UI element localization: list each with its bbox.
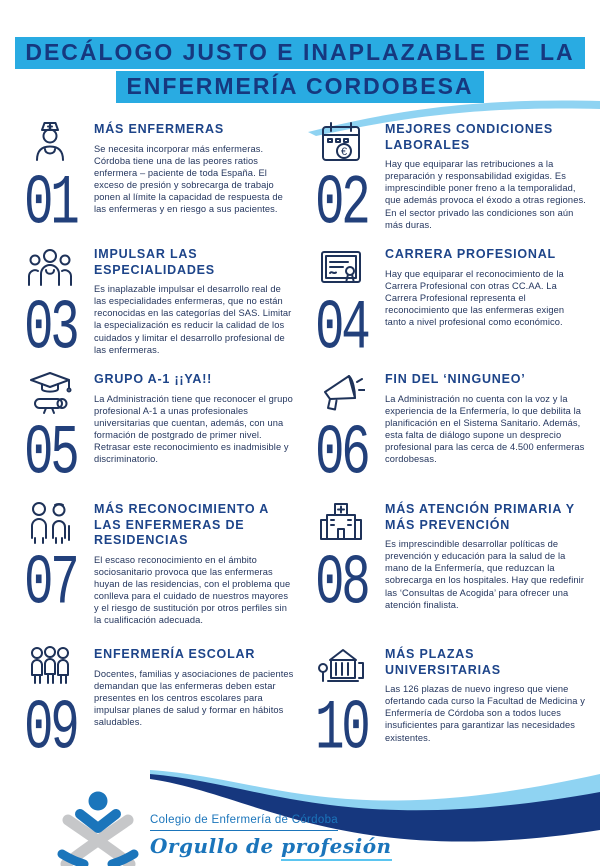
item-description: Docentes, familias y asociaciones de pacientes demandan que las enfermeras deben estar presentes en los centros escolares para impulsar planes de salud y formar en hábitos saludables. bbox=[94, 668, 294, 727]
decalogue-item-10 bbox=[315, 643, 600, 775]
tagline bbox=[150, 834, 392, 858]
decalogue-item-8 bbox=[315, 498, 600, 643]
health-center-icon bbox=[317, 498, 365, 546]
item-description: La Administración tiene que reconocer el grupo profesional A-1 a unas profesionales universitarias que cuentan, además, con una formación de postgrado de primer nivel. Retrasar este reconocimiento es inadmisible y discriminatorio. bbox=[94, 393, 293, 465]
item-number: 10 bbox=[315, 689, 368, 771]
certificate-icon bbox=[317, 243, 365, 291]
nurse-icon bbox=[26, 118, 74, 166]
header-line-1: DECÁLOGO JUSTO E INAPLAZABLE DE LA bbox=[15, 37, 584, 69]
elderly-couple-icon bbox=[26, 498, 74, 546]
item-description: Las 126 plazas de nuevo ingreso que viene ofertando cada curso la Facultad de Medicina y Enfermería de Córdoba son a todos luces insuficientes para garantizar las necesidades existentes. bbox=[385, 684, 585, 743]
item-title: ENFERMERÍA ESCOLAR bbox=[94, 647, 256, 661]
colegio-enfermeria-logo bbox=[52, 790, 144, 866]
item-number: 01 bbox=[24, 164, 77, 246]
item-description: La Administración no cuenta con la voz y la experiencia de la Enfermería, lo que debilita la planificación en el Sistema Sanitario. Además, esta falta de diálogo supone un desprecio profesional para las cerca de 4.500 enfermeras cordobesas. bbox=[385, 393, 585, 465]
item-title: FIN DEL ‘NINGUNEO’ bbox=[385, 372, 526, 386]
calendar-money-icon bbox=[317, 118, 365, 166]
item-number: 03 bbox=[24, 289, 77, 371]
item-number: 02 bbox=[315, 164, 368, 246]
org-name: Colegio de Enfermería de Córdoba bbox=[150, 814, 338, 831]
item-number: 08 bbox=[315, 544, 368, 626]
decalogue-item-4 bbox=[315, 243, 600, 371]
decalogue-item-6 bbox=[315, 368, 600, 498]
school-kids-icon bbox=[26, 643, 74, 691]
item-description: Hay que equiparar las retribuciones a la preparación y responsabilidad exigidas. Es imprescindible poner freno a la temporalidad, que además provoca el éxodo a otras regiones. En el sector privado las condiciones son aún más duras. bbox=[385, 159, 586, 230]
item-description: Es inaplazable impulsar el desarrollo real de las especialidades enfermeras, que no están reconocidas en las categorías del SAS. Limitar la especialización es reducir la calidad de los cuidados y limitar el desarrollo profesional de las enfermeras. bbox=[94, 284, 292, 355]
poster-header bbox=[0, 36, 600, 104]
decalogue-grid bbox=[24, 118, 600, 775]
item-description: Es imprescindible desarrollar políticas de prevención y educación para la salud de la mano de la Enfermería, que reduzcan la sobrecarga en los hospitales. Hay que redefinir las ‘Consultas de Acogida’ para ofrecer una atención finalista. bbox=[385, 539, 585, 610]
medical-team-icon bbox=[26, 243, 74, 291]
tagline-emphasis: profesión bbox=[281, 834, 391, 861]
item-number: 06 bbox=[315, 414, 368, 496]
decalogue-item-7 bbox=[24, 498, 309, 643]
footer bbox=[0, 788, 600, 866]
graduation-icon bbox=[26, 368, 74, 416]
svg-text:€: € bbox=[340, 146, 348, 158]
item-number: 05 bbox=[24, 414, 77, 496]
item-description: Se necesita incorporar más enfermeras. Córdoba tiene una de las peores ratios enfermera – paciente de toda España. El exceso de presión y sobrecarga de trabajo ponen al límite la capacidad de respuesta de las enfermeras y en riesgo a sus pacientes. bbox=[94, 143, 283, 215]
header-line-2: ENFERMERÍA CORDOBESA bbox=[116, 71, 483, 103]
item-title: IMPULSAR LAS ESPECIALIDADES bbox=[94, 247, 215, 277]
decalogue-item-3 bbox=[24, 243, 309, 371]
item-description: El escaso reconocimiento en el ámbito sociosanitario provoca que las enfermeras huyan de las residencias, con el problema que conlleva para el cuidado de nuestros mayores y el riesgo de sustitución por otros perfiles sin la cualificación adecuada. bbox=[94, 554, 291, 626]
item-title: MÁS PLAZAS UNIVERSITARIAS bbox=[385, 647, 501, 677]
decalogue-item-5 bbox=[24, 368, 309, 498]
decalogue-item-9 bbox=[24, 643, 309, 775]
item-title: GRUPO A-1 ¡¡YA!! bbox=[94, 372, 213, 386]
item-number: 07 bbox=[24, 544, 77, 626]
item-title: CARRERA PROFESIONAL bbox=[385, 247, 556, 261]
megaphone-icon bbox=[317, 368, 365, 416]
item-title: MEJORES CONDICIONES LABORALES bbox=[385, 122, 554, 152]
item-title: MÁS ENFERMERAS bbox=[94, 122, 224, 136]
item-title: MÁS ATENCIÓN PRIMARIA Y MÁS PREVENCIÓN bbox=[385, 502, 575, 532]
item-number: 04 bbox=[315, 289, 368, 371]
university-icon bbox=[317, 643, 365, 691]
item-title: MÁS RECONOCIMIENTO A LAS ENFERMERAS DE RESIDENCIAS bbox=[94, 502, 269, 548]
tagline-prefix: Orgullo de bbox=[150, 834, 282, 858]
item-description: Hay que equiparar el reconocimiento de la Carrera Profesional con otras CC.AA. La Carrera Profesional representa el reconocimiento que las enfermeras exigen tanto a nivel profesional como económico. bbox=[385, 268, 565, 327]
decalogue-item-1 bbox=[24, 118, 309, 246]
decalogue-item-2 bbox=[315, 118, 600, 246]
item-number: 09 bbox=[24, 689, 77, 771]
